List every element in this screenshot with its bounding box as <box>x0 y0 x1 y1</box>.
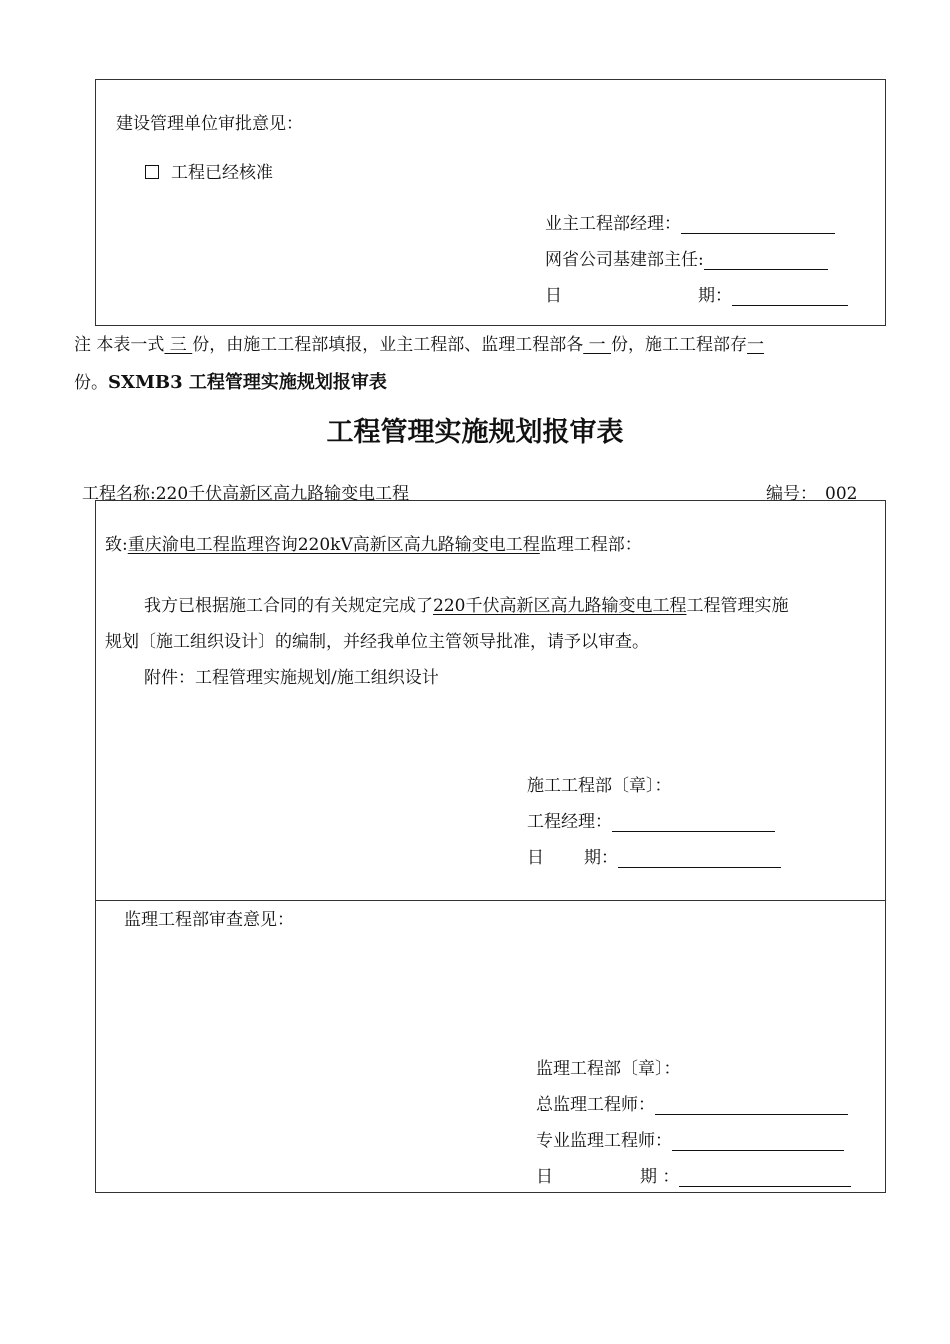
approval-date-row <box>698 281 848 306</box>
form-title: 工程管理实施规划报审表 <box>326 417 624 448</box>
form-number: 002 <box>825 484 858 504</box>
note-line-1 <box>74 330 764 355</box>
approval-heading: 建设管理单位审批意见： <box>116 114 303 134</box>
construction-dept-label: 施工工程部〔章〕： <box>527 776 672 796</box>
supervision-dept-label: 监理工程部〔章〕： <box>536 1059 681 1079</box>
checkbox-label: 工程已经核准 <box>171 163 273 183</box>
province-director-row <box>545 245 828 270</box>
specialist-supervisor-row <box>536 1126 844 1151</box>
chief-supervisor-row <box>536 1090 848 1115</box>
body-line-2: 规划〔施工组织设计〕的编制，并经我单位主管领导批准，请予以审查。 <box>105 632 649 652</box>
body-line-1 <box>144 591 788 616</box>
note-copies-each: 一 <box>583 335 612 355</box>
specialist-supervisor-signature-field[interactable] <box>672 1133 844 1151</box>
supervision-heading: 监理工程部审查意见： <box>124 910 294 930</box>
chief-supervisor-signature-field[interactable] <box>655 1097 848 1115</box>
owner-manager-label: 业主工程部经理： <box>545 214 681 234</box>
construction-date-label: 期： <box>584 848 618 868</box>
owner-manager-signature-field[interactable] <box>681 216 835 234</box>
note-mid2: 份，施工工程部存 <box>611 335 748 355</box>
addressee-prefix: 致: <box>105 535 128 555</box>
body-suffix: 工程管理实施 <box>686 596 789 616</box>
body-project: 220千伏高新区高九路输变电工程 <box>433 596 687 616</box>
supervision-date-label: 期 ： <box>640 1167 680 1187</box>
project-manager-label: 工程经理： <box>527 812 612 832</box>
addressee-org: 重庆渝电工程监理咨询220kV高新区高九路输变电工程 <box>127 535 540 555</box>
project-name-label: 工程名称: <box>82 484 156 504</box>
specialist-supervisor-label: 专业监理工程师： <box>536 1131 672 1151</box>
form-number-label: 编号： <box>766 484 817 504</box>
project-manager-row <box>527 807 775 832</box>
form-code-title: SXMB3 工程管理实施规划报审表 <box>108 372 387 393</box>
note-prefix: 注 本表一式 <box>74 335 165 355</box>
chief-supervisor-label: 总监理工程师： <box>536 1095 655 1115</box>
note-line-2 <box>74 368 387 394</box>
addressee-suffix: 监理工程部： <box>539 535 642 555</box>
province-director-label: 网省公司基建部主任: <box>545 250 704 270</box>
attachment-line: 附件：工程管理实施规划/施工组织设计 <box>144 668 439 688</box>
construction-date-left: 日 <box>527 848 544 868</box>
approval-date-left: 日 <box>545 286 562 306</box>
approval-checkbox-row <box>145 158 273 183</box>
supervision-date-field[interactable] <box>679 1169 851 1187</box>
note-copies-keep: 一 <box>747 335 765 355</box>
note-mid1: 份，由施工工程部填报，业主工程部、监理工程部各 <box>192 335 584 355</box>
note-line2-prefix: 份。 <box>74 373 108 393</box>
construction-date-row <box>584 843 781 868</box>
addressee-row <box>105 530 642 555</box>
form-divider <box>95 900 886 901</box>
province-director-signature-field[interactable] <box>704 252 828 270</box>
construction-date-field[interactable] <box>618 850 781 868</box>
approval-date-field[interactable] <box>732 288 848 306</box>
project-manager-signature-field[interactable] <box>612 814 775 832</box>
supervision-date-left: 日 <box>536 1167 553 1187</box>
owner-manager-row <box>545 209 835 234</box>
project-name: 220千伏高新区高九路输变电工程 <box>155 484 410 504</box>
note-copies-total: 三 <box>164 335 193 355</box>
checkbox-icon[interactable] <box>145 165 159 179</box>
approval-date-label: 期： <box>698 286 732 306</box>
supervision-date-row <box>640 1162 851 1187</box>
body-prefix: 我方已根据施工合同的有关规定完成了 <box>144 596 433 616</box>
